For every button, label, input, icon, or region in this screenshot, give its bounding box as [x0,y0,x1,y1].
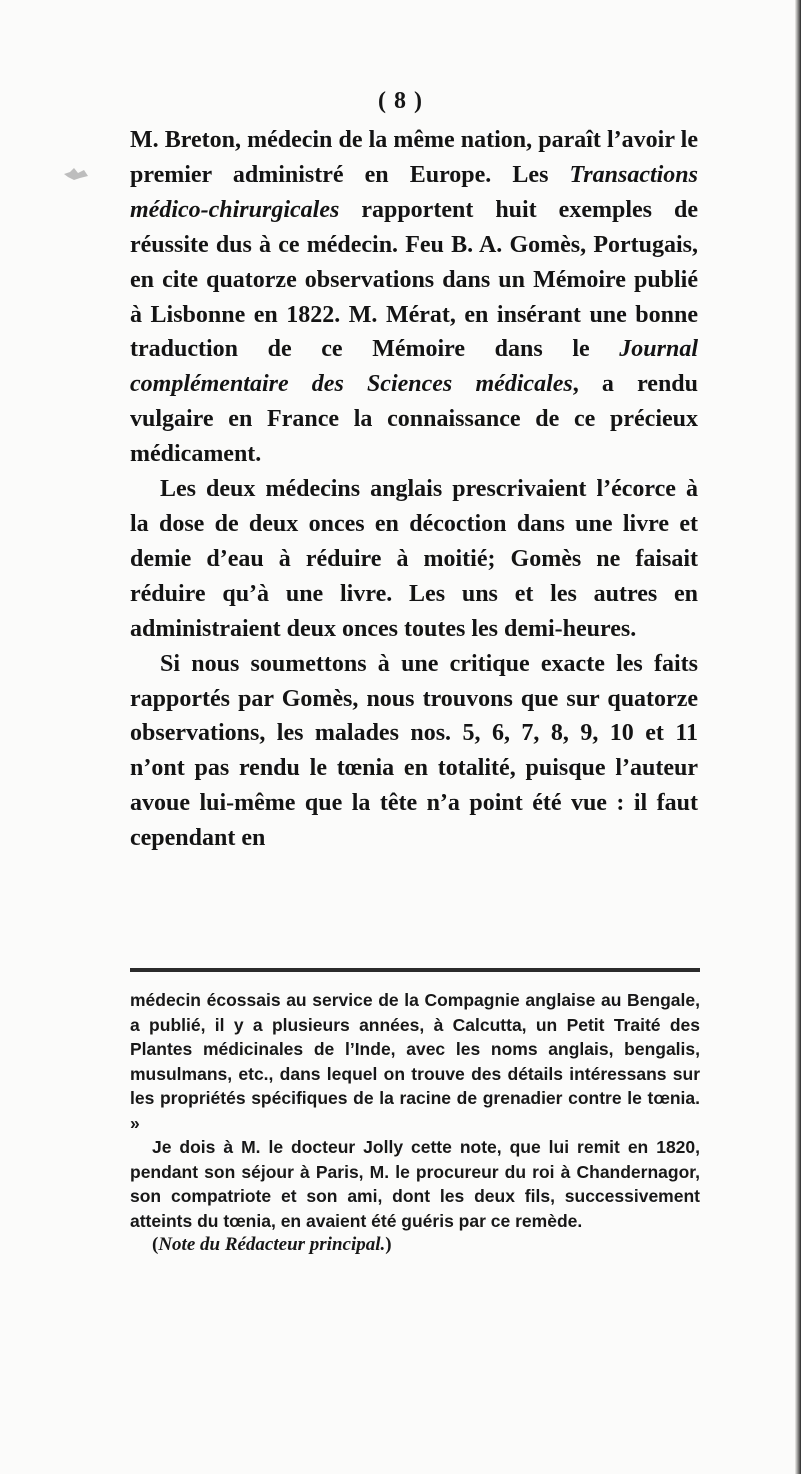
journal-title-complementaire: Journal complémentaire des Sciences médicales [130,336,698,398]
journal-title-transactions: Transactions médico-chirurgicales [130,161,698,223]
page-edge-shadow [795,0,801,1474]
footnote-separator [130,968,700,972]
paragraph-1-text-b: rapportent huit exemples de réussite dus à ce médecin. Feu B. A. Gomès, Portugais, en cite quatorze observations dans un Mémoire publié à Lisbonne en 1822. M. Mérat, en insérant une bonne traduction de ce Mémoire dans le [130,196,698,363]
signature-text: Note du Rédacteur principal. [158,1234,386,1255]
footnote-paragraph-1: médecin écossais au service de la Compagnie anglaise au Bengale, a publié, il y a plusieurs années, à Calcutta, un Petit Traité des Plantes médicinales de l’Inde, avec les noms anglais, bengalis, musulmans, etc., dans lequel on trouve des détails intéressans sur les propriétés spécifiques de la racine de grenadier contre le tœnia. » [130,990,700,1133]
paragraph-1-text-c: , a rendu vulgaire en France la connaissance de ce précieux médicament. [130,371,698,468]
paragraph-1-text-a: M. Breton, médecin de la même nation, paraît l’avoir le premier administré en Europe. Les [130,127,698,188]
footnote-signature [130,1233,700,1258]
paragraph-1 [130,123,698,472]
footnote-paragraph-2: Je dois à M. le docteur Jolly cette note, que lui remit en 1820, pendant son séjour à Paris, M. le procureur du roi à Chandernagor, son compatriote et son ami, dont les deux fils, successivement atteints du tœnia, en avaient été guéris par ce remède. [130,1137,700,1231]
main-text [130,123,698,856]
paragraph-3: Si nous soumettons à une critique exacte les faits rapportés par Gomès, nous trouvons que sur quatorze observations, les malades nos. 5, 6, 7, 8, 9, 10 et 11 n’ont pas rendu le tœnia en totalité, puisque l’auteur avoue lui-même que la tête n’a point été vue : il faut cependant en [130,650,698,852]
signature-open-paren: ( [152,1234,159,1255]
signature-close-paren: ) [385,1234,392,1255]
ink-blot-mark [62,164,92,184]
footnote [130,988,700,1258]
paragraph-2: Les deux médecins anglais prescrivaient l’écorce à la dose de deux onces en décoction dans une livre et demie d’eau à réduire à moitié; Gomès ne faisait réduire qu’à une livre. Les uns et les autres en administraient deux onces toutes les demi-heures. [130,476,698,642]
page-number: ( 8 ) [378,88,423,114]
